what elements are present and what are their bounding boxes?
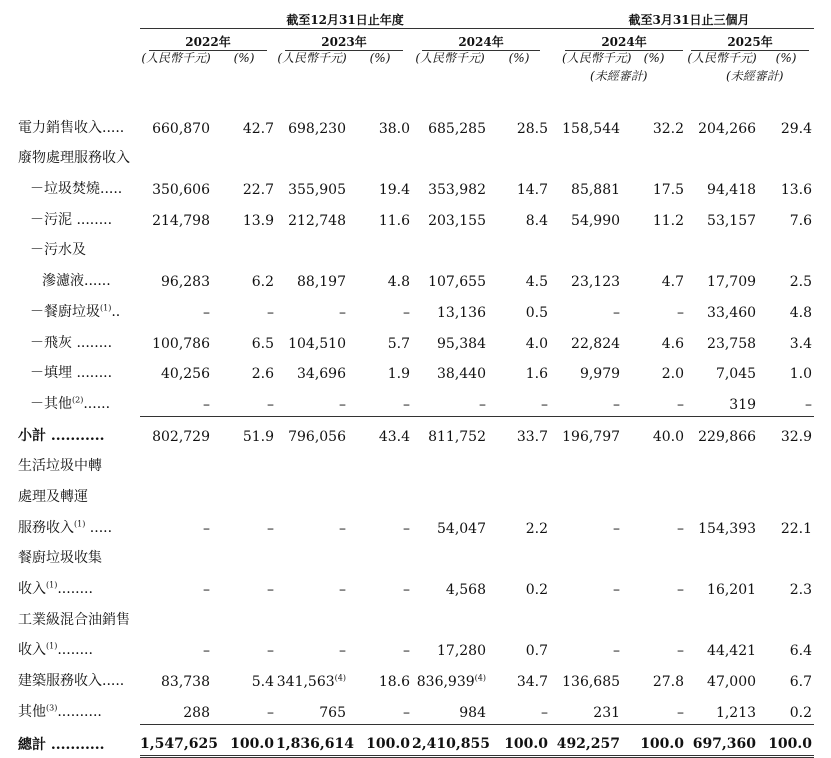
amount-cell: 1,836,614	[276, 724, 348, 757]
amount-cell: –	[339, 304, 346, 321]
percent-cell: 4.0	[525, 335, 549, 352]
table-row	[18, 232, 814, 263]
percent-cell: 2.0	[661, 366, 685, 383]
corner-cell	[18, 6, 140, 29]
percent-cell	[348, 478, 412, 509]
amount-cell: 44,421	[707, 643, 757, 660]
percent-cell	[212, 540, 276, 571]
percent-cell: 18.6	[378, 674, 410, 691]
percent-cell	[488, 232, 550, 263]
percent-cell: –	[267, 396, 274, 413]
percent-cell: –	[267, 582, 274, 598]
percent-cell	[758, 140, 814, 171]
amount-cell: –	[613, 304, 621, 321]
row-label: －飛灰 ........	[30, 334, 113, 351]
row-label: 收入$^{(1)}$........	[18, 641, 93, 659]
amount-cell	[686, 140, 758, 171]
amount-cell: 94,418	[707, 182, 757, 199]
table-row	[18, 509, 814, 540]
amount-cell	[412, 232, 488, 263]
amount-cell	[550, 448, 622, 479]
unit-amount: (人民幣千元)	[687, 51, 757, 65]
amount-cell	[412, 478, 488, 509]
row-label: 滲濾液......	[42, 273, 111, 290]
percent-cell	[488, 448, 550, 479]
percent-cell: 8.4	[525, 212, 549, 229]
percent-cell	[212, 478, 276, 509]
unit-pct: (%)	[775, 51, 797, 65]
percent-cell: –	[267, 643, 274, 660]
percent-cell: 42.7	[242, 120, 274, 137]
amount-cell	[412, 540, 488, 571]
row-label: 生活垃圾中轉	[18, 458, 102, 475]
percent-cell: –	[805, 396, 813, 413]
unit-amount: (人民幣千元)	[562, 51, 632, 65]
amount-cell	[412, 448, 488, 479]
amount-cell: 492,257	[550, 724, 622, 757]
row-label: 電力銷售收入.....	[18, 119, 125, 136]
row-label: －垃圾焚燒.....	[30, 181, 123, 198]
table-row	[18, 262, 814, 293]
amount-cell: 341,563$^{(4)}$	[276, 673, 346, 691]
amount-cell	[276, 448, 348, 479]
percent-cell	[758, 448, 814, 479]
percent-cell	[348, 232, 412, 263]
percent-cell: 4.8	[387, 274, 410, 291]
amount-cell: 34,696	[297, 366, 346, 383]
percent-cell	[488, 601, 550, 632]
amount-cell: 16,201	[707, 582, 757, 598]
amount-cell: 2,410,855	[412, 724, 488, 757]
percent-cell	[622, 540, 686, 571]
percent-cell: –	[677, 396, 685, 413]
amount-cell	[686, 232, 758, 263]
amount-cell: 196,797	[550, 416, 622, 447]
amount-cell: 7,045	[715, 366, 757, 383]
percent-cell: 13.9	[242, 212, 274, 229]
unit-pct: (%)	[369, 51, 391, 65]
percent-cell: 5.4	[251, 674, 274, 691]
amount-cell: 660,870	[152, 120, 210, 137]
amount-cell	[140, 601, 212, 632]
percent-cell: 27.8	[652, 674, 685, 691]
amount-cell	[140, 478, 212, 509]
amount-cell: 1,547,625	[140, 724, 212, 757]
amount-cell	[140, 140, 212, 171]
percent-cell	[622, 601, 686, 632]
header-year-2023: 2023年	[276, 29, 412, 52]
amount-cell	[686, 540, 758, 571]
amount-cell: 100,786	[152, 335, 210, 352]
percent-cell: 5.7	[387, 335, 410, 352]
amount-cell: 203,155	[428, 212, 486, 229]
header-q-2025: 2025年	[686, 29, 814, 52]
row-label: －填埋 ........	[30, 365, 113, 382]
row-label: －污泥 ........	[30, 211, 113, 228]
row-label: 服務收入$^{(1)}$ .....	[18, 518, 113, 536]
amount-cell: 319	[729, 396, 757, 413]
percent-cell: –	[267, 704, 274, 721]
amount-cell	[276, 478, 348, 509]
percent-cell	[212, 601, 276, 632]
table-row	[18, 540, 814, 571]
amount-cell: 231	[593, 704, 621, 721]
amount-cell: 796,056	[276, 416, 348, 447]
unaudited-note-2025: (未經審計)	[726, 69, 784, 83]
amount-cell: 23,758	[707, 335, 757, 352]
amount-cell: 158,544	[562, 120, 621, 137]
percent-cell	[622, 448, 686, 479]
amount-cell: –	[339, 582, 346, 598]
percent-cell: 11.6	[378, 212, 410, 229]
amount-cell	[550, 140, 622, 171]
amount-cell: 697,360	[686, 724, 758, 757]
percent-cell: 2.2	[525, 520, 549, 537]
amount-cell: –	[339, 520, 346, 537]
amount-cell: 40,256	[161, 366, 210, 383]
percent-cell: 0.5	[525, 304, 549, 321]
amount-cell: 204,266	[698, 120, 757, 137]
unit-amount: (人民幣千元)	[277, 51, 347, 65]
amount-cell: 83,738	[161, 674, 210, 691]
percent-cell: 13.6	[780, 182, 813, 199]
percent-cell: 6.2	[251, 274, 274, 291]
percent-cell: 2.6	[251, 366, 274, 383]
percent-cell: 6.5	[251, 335, 274, 352]
row-label: 總計 ...........	[18, 736, 105, 753]
percent-cell: 100.0	[348, 724, 412, 757]
amount-cell: –	[339, 396, 346, 413]
amount-cell: 54,047	[437, 520, 486, 537]
table-row	[18, 478, 814, 509]
amount-cell: 95,384	[437, 335, 486, 352]
amount-cell: –	[203, 396, 210, 413]
percent-cell	[758, 232, 814, 263]
percent-cell: –	[403, 520, 410, 537]
percent-cell: 40.0	[622, 416, 686, 447]
amount-cell	[276, 140, 348, 171]
percent-cell: 2.5	[789, 274, 813, 291]
percent-cell: 7.6	[789, 212, 813, 229]
amount-cell: 17,709	[707, 274, 757, 291]
table-row	[18, 570, 814, 601]
percent-cell: 4.7	[661, 274, 685, 291]
row-label: －污水及	[30, 242, 86, 259]
amount-cell	[140, 232, 212, 263]
percent-cell: 6.7	[789, 674, 813, 691]
percent-cell: 100.0	[488, 724, 550, 757]
percent-cell: 100.0	[758, 724, 814, 757]
percent-cell: 100.0	[212, 724, 276, 757]
row-label: 廢物處理服務收入	[18, 150, 130, 167]
table-row	[18, 632, 814, 663]
percent-cell: 29.4	[780, 120, 813, 137]
table-row	[18, 324, 814, 355]
row-label: 建築服務收入.....	[18, 673, 125, 690]
unit-amount: (人民幣千元)	[415, 51, 485, 65]
amount-cell: 698,230	[288, 120, 346, 137]
percent-cell: –	[267, 520, 274, 537]
amount-cell	[550, 478, 622, 509]
row-label: 工業級混合油銷售	[18, 611, 130, 628]
unit-amount: (人民幣千元)	[141, 51, 211, 65]
amount-cell	[550, 540, 622, 571]
percent-cell: –	[403, 396, 410, 413]
amount-cell: 765	[319, 704, 346, 721]
percent-cell: –	[403, 704, 410, 721]
amount-cell: 38,440	[437, 366, 486, 383]
amount-cell: 13,136	[437, 304, 486, 321]
amount-cell	[686, 601, 758, 632]
amount-cell: 33,460	[707, 304, 757, 321]
table-row	[18, 109, 814, 140]
table-row	[18, 385, 814, 416]
amount-cell: 214,798	[152, 212, 210, 229]
percent-cell: 1.6	[525, 366, 549, 383]
percent-cell	[622, 232, 686, 263]
percent-cell	[212, 140, 276, 171]
amount-cell	[550, 232, 622, 263]
amount-cell: –	[203, 582, 210, 598]
percent-cell: 11.2	[652, 212, 685, 229]
percent-cell: 43.4	[348, 416, 412, 447]
amount-cell	[550, 601, 622, 632]
percent-cell: 33.7	[488, 416, 550, 447]
amount-cell: 355,905	[288, 182, 346, 199]
row-label: 小計 ...........	[18, 427, 105, 444]
amount-cell: 9,979	[579, 366, 621, 383]
header-year-2024: 2024年	[412, 29, 550, 52]
percent-cell: 4.5	[525, 274, 549, 291]
row-label: 處理及轉運	[18, 488, 88, 505]
header-year-ended: 截至12月31日止年度	[140, 6, 550, 29]
amount-cell: –	[339, 643, 346, 660]
amount-cell: 350,606	[152, 182, 210, 199]
percent-cell: 0.2	[789, 704, 813, 721]
percent-cell: 0.7	[525, 643, 549, 660]
unit-pct: (%)	[508, 51, 530, 65]
percent-cell	[622, 140, 686, 171]
table-row	[18, 693, 814, 724]
percent-cell: 17.5	[652, 182, 685, 199]
amount-cell: 802,729	[140, 416, 212, 447]
row-label: －餐廚垃圾$^{(1)}$..	[30, 303, 121, 320]
percent-cell: 6.4	[789, 643, 813, 660]
table-row	[18, 140, 814, 171]
table-row	[18, 416, 814, 447]
percent-cell	[348, 540, 412, 571]
percent-cell	[488, 478, 550, 509]
amount-cell: 96,283	[161, 274, 210, 291]
percent-cell: 14.7	[516, 182, 549, 199]
amount-cell: 22,824	[571, 335, 621, 352]
amount-cell: 88,197	[297, 274, 346, 291]
percent-cell: 22.1	[780, 520, 813, 537]
amount-cell	[276, 540, 348, 571]
header-three-months-ended: 截至3月31日止三個月	[550, 6, 814, 29]
percent-cell	[758, 478, 814, 509]
unit-pct: (%)	[643, 51, 665, 65]
percent-cell: 32.2	[652, 120, 685, 137]
amount-cell	[276, 232, 348, 263]
amount-cell	[140, 540, 212, 571]
percent-cell: –	[677, 520, 685, 537]
amount-cell: 685,285	[428, 120, 486, 137]
amount-cell: 104,510	[288, 335, 346, 352]
row-label: 餐廚垃圾收集	[18, 550, 102, 567]
row-label: 收入$^{(1)}$........	[18, 580, 93, 597]
amount-cell: –	[479, 396, 486, 413]
percent-cell: –	[677, 304, 685, 321]
amount-cell: 23,123	[571, 274, 621, 291]
amount-cell	[412, 140, 488, 171]
amount-cell: –	[203, 304, 210, 321]
percent-cell	[488, 140, 550, 171]
amount-cell: 154,393	[698, 520, 757, 537]
percent-cell: –	[403, 643, 410, 660]
amount-cell: –	[203, 643, 210, 660]
percent-cell	[212, 232, 276, 263]
percent-cell: 22.7	[242, 182, 274, 199]
row-label: 其他$^{(3)}$..........	[18, 703, 102, 721]
percent-cell: 34.7	[516, 674, 549, 691]
amount-cell: 212,748	[288, 212, 346, 229]
table-row	[18, 170, 814, 201]
percent-cell: 100.0	[622, 724, 686, 757]
percent-cell: –	[541, 396, 549, 413]
percent-cell: 51.9	[212, 416, 276, 447]
revenue-breakdown-table	[18, 6, 814, 758]
table-row	[18, 601, 814, 632]
percent-cell: 1.9	[387, 366, 410, 383]
amount-cell: 1,213	[715, 704, 757, 721]
percent-cell	[348, 448, 412, 479]
percent-cell: 38.0	[378, 120, 410, 137]
percent-cell	[758, 601, 814, 632]
percent-cell: –	[677, 582, 685, 598]
table-row	[18, 724, 814, 757]
amount-cell: 4,568	[445, 582, 486, 598]
percent-cell: 2.3	[789, 582, 813, 598]
percent-cell: 1.0	[789, 366, 813, 383]
amount-cell: 229,866	[686, 416, 758, 447]
percent-cell	[488, 540, 550, 571]
table-row	[18, 448, 814, 479]
percent-cell: 3.4	[789, 335, 813, 352]
amount-cell	[686, 478, 758, 509]
percent-cell	[348, 140, 412, 171]
percent-cell: –	[267, 304, 274, 321]
percent-cell	[758, 540, 814, 571]
percent-cell: 4.8	[789, 304, 813, 321]
amount-cell: 811,752	[412, 416, 488, 447]
amount-cell: 136,685	[562, 674, 621, 691]
amount-cell: 54,990	[571, 212, 621, 229]
amount-cell	[686, 448, 758, 479]
header-year-2022: 2022年	[140, 29, 276, 52]
amount-cell: 288	[183, 704, 210, 721]
percent-cell: 32.9	[758, 416, 814, 447]
amount-cell	[276, 601, 348, 632]
amount-cell: 53,157	[707, 212, 757, 229]
amount-cell: 984	[459, 704, 486, 721]
header-q-2024: 2024年	[550, 29, 686, 52]
unit-pct: (%)	[233, 51, 255, 65]
percent-cell: –	[677, 704, 685, 721]
table-row	[18, 662, 814, 693]
percent-cell: 4.6	[661, 335, 685, 352]
amount-cell: 85,881	[571, 182, 621, 199]
table-row	[18, 201, 814, 232]
amount-cell: 107,655	[428, 274, 486, 291]
amount-cell: –	[613, 643, 621, 660]
percent-cell: –	[403, 582, 410, 598]
percent-cell: –	[677, 643, 685, 660]
row-label: －其他$^{(2)}$......	[30, 395, 111, 413]
percent-cell	[348, 601, 412, 632]
percent-cell: 19.4	[378, 182, 410, 199]
percent-cell: –	[541, 704, 549, 721]
table-row	[18, 355, 814, 386]
amount-cell	[140, 448, 212, 479]
percent-cell	[622, 478, 686, 509]
amount-cell: 836,939$^{(4)}$	[416, 673, 486, 691]
amount-cell	[412, 601, 488, 632]
amount-cell: –	[613, 396, 621, 413]
table-row	[18, 293, 814, 324]
amount-cell: –	[613, 582, 621, 598]
amount-cell: –	[203, 520, 210, 537]
percent-cell	[212, 448, 276, 479]
percent-cell: –	[403, 304, 410, 321]
unaudited-note-2024: (未經審計)	[590, 69, 648, 83]
amount-cell: –	[613, 520, 621, 537]
amount-cell: 47,000	[707, 674, 757, 691]
amount-cell: 17,280	[437, 643, 486, 660]
table-body	[18, 109, 814, 757]
percent-cell: 0.2	[525, 582, 549, 598]
percent-cell: 28.5	[516, 120, 549, 137]
amount-cell: 353,982	[428, 182, 486, 199]
